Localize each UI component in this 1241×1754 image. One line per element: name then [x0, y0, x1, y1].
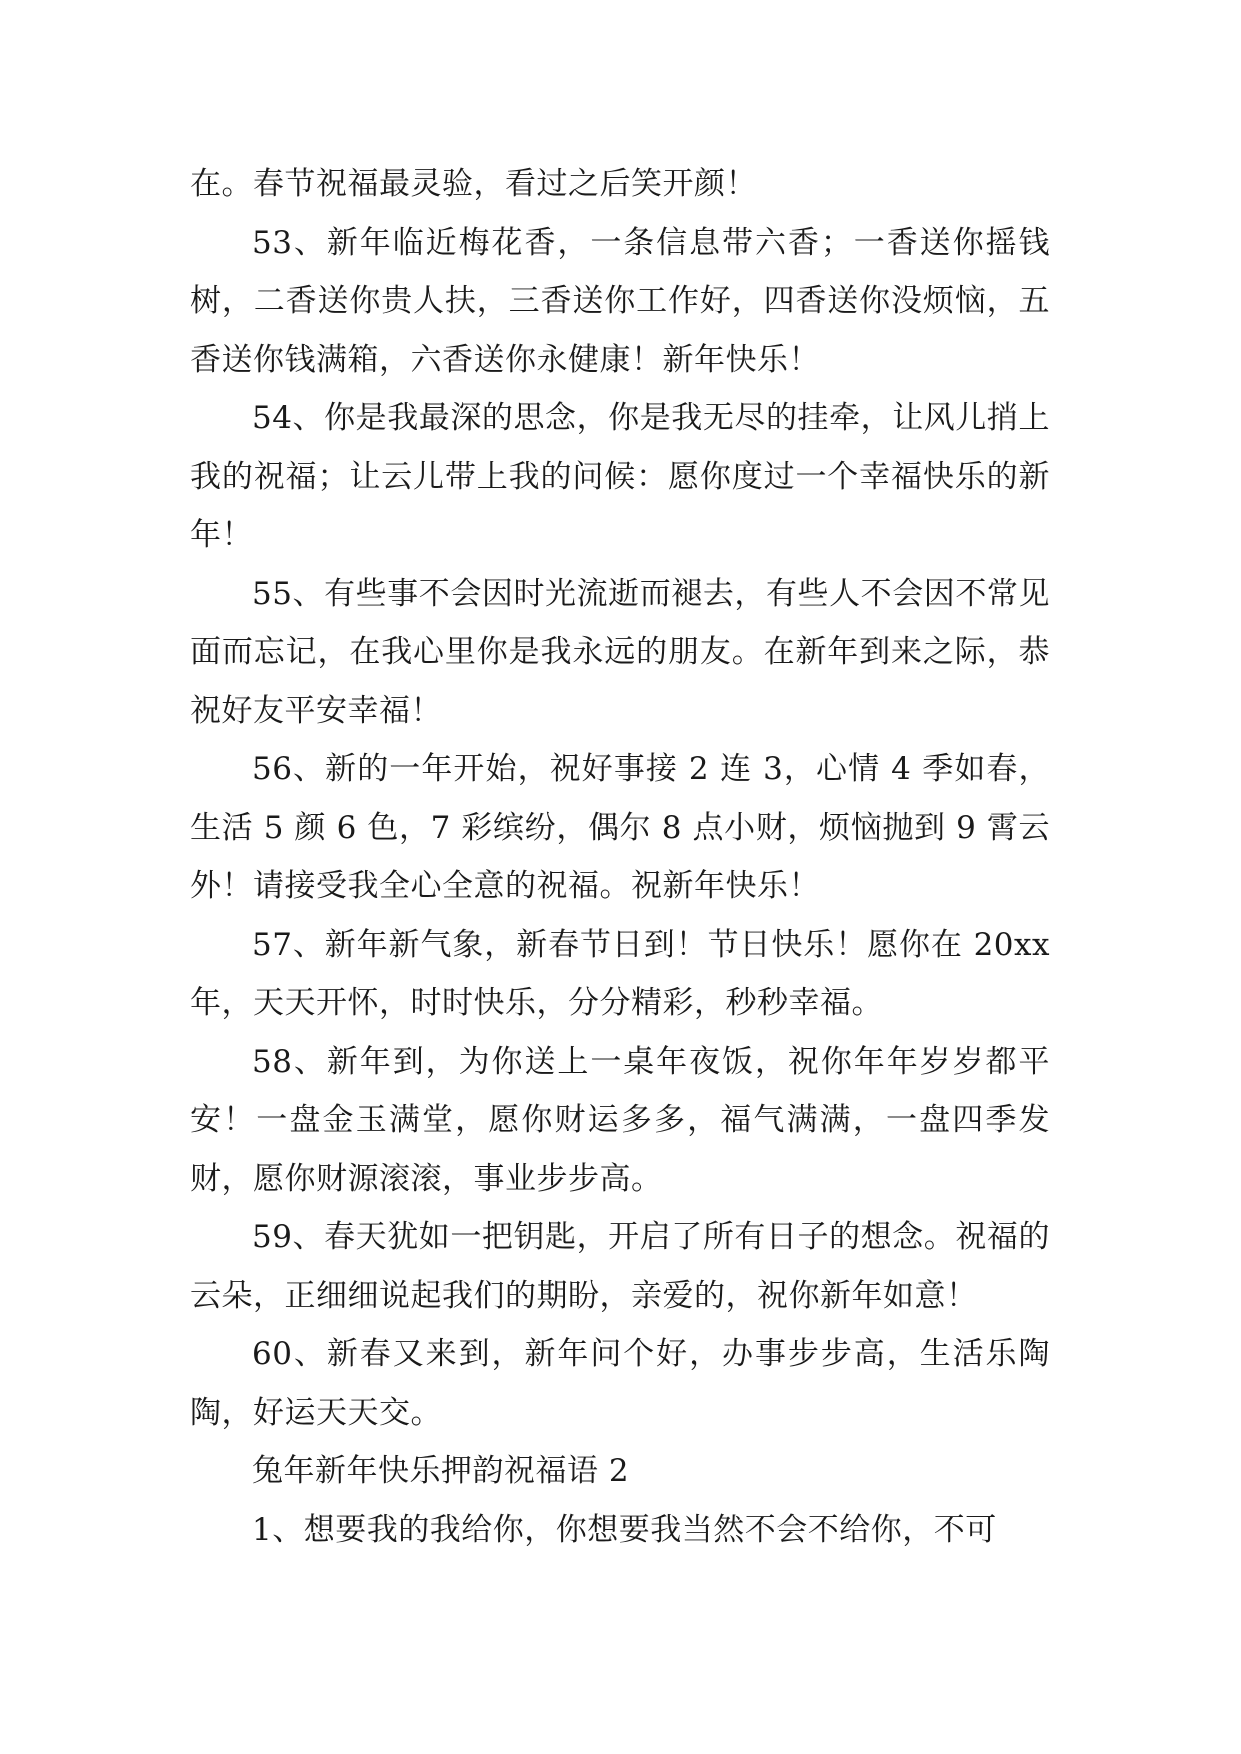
- paragraph-item-1: 1、想要我的我给你，你想要我当然不会不给你，不可: [252, 1511, 997, 1548]
- paragraph-item-55: 55、有些事不会因时光流逝而褪去，有些人不会因不常见面而忘记，在我心里你是我永远的朋友。在新年到来之际，恭祝好友平安幸福！: [190, 575, 1050, 729]
- paragraph-item-58: 58、新年到，为你送上一桌年夜饭，祝你年年岁岁都平安！一盘金玉满堂，愿你财运多多，福气满满，一盘四季发财，愿你财源滚滚，事业步步高。: [190, 1043, 1050, 1197]
- paragraph-item-56: 56、新的一年开始，祝好事接 2 连 3，心情 4 季如春，生活 5 颜 6 色，7 彩缤纷，偶尔 8 点小财，烦恼抛到 9 霄云外！请接受我全心全意的祝福。祝新年快乐！: [190, 751, 1050, 904]
- paragraph-item-53: 53、新年临近梅花香，一条信息带六香；一香送你摇钱树，二香送你贵人扶，三香送你工作好，四香送你没烦恼，五香送你钱满箱，六香送你永健康！新年快乐！: [190, 224, 1050, 378]
- document-body: [190, 155, 1050, 1559]
- paragraph-item-60: 60、新春又来到，新年问个好，办事步步高，生活乐陶陶，好运天天交。: [190, 1336, 1050, 1431]
- section-heading: 兔年新年快乐押韵祝福语 2: [252, 1453, 630, 1489]
- paragraph-continuation: 在。春节祝福最灵验，看过之后笑开颜！: [190, 166, 757, 202]
- paragraph-item-59: 59、春天犹如一把钥匙，开启了所有日子的想念。祝福的云朵，正细细说起我们的期盼，亲爱的，祝你新年如意！: [190, 1219, 1050, 1314]
- paragraph-item-54: 54、你是我最深的思念，你是我无尽的挂牵，让风儿捎上我的祝福；让云儿带上我的问候：愿你度过一个幸福快乐的新年！: [190, 400, 1050, 553]
- paragraph-item-57: 57、新年新气象，新春节日到！节日快乐！愿你在 20xx 年，天天开怀，时时快乐，分分精彩，秒秒幸福。: [190, 926, 1050, 1021]
